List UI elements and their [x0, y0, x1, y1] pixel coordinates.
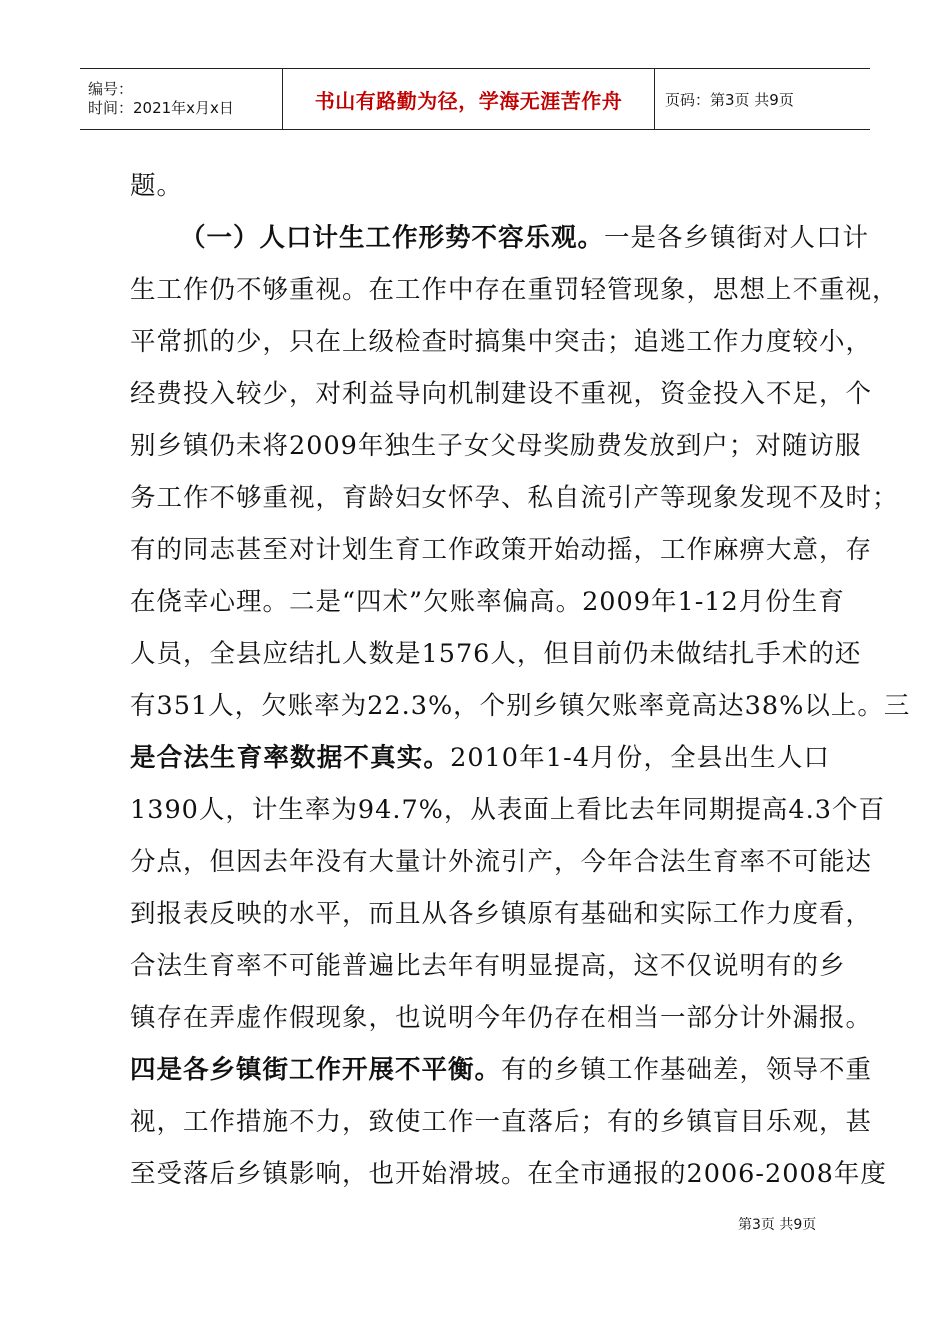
- body-text-run: 镇存在弄虚作假现象，也说明今年仍存在相当一部分计外漏报。: [130, 1003, 873, 1033]
- text-line: [130, 212, 870, 264]
- text-line: [130, 680, 911, 732]
- body-text-run: 至受落后乡镇影响，也开始滑坡。在全市通报的2006-2008年度: [130, 1159, 887, 1189]
- body-text-run: 视，工作措施不力，致使工作一直落后；有的乡镇盲目乐观，甚: [130, 1107, 873, 1137]
- bold-heading-text: 四是各乡镇街工作开展不平衡。: [130, 1055, 502, 1085]
- body-text-run: 有351人，欠账率为22.3%，个别乡镇欠账率竟高达38%以上。三: [130, 691, 911, 721]
- body-text-run: 有的乡镇工作基础差，领导不重: [501, 1055, 873, 1085]
- text-line: [130, 524, 873, 576]
- text-line: [130, 836, 873, 888]
- page-footer: 第3页 共9页: [738, 1217, 817, 1233]
- text-line: [130, 264, 899, 316]
- bold-heading-text: （一）人口计生工作形势不容乐观。: [180, 223, 605, 253]
- body-text-run: 经费投入较少，对利益导向机制建设不重视，资金投入不足，个: [130, 379, 873, 409]
- header-number-label: 编号：: [88, 80, 134, 98]
- page-header: [80, 68, 870, 130]
- header-motto: 书山有路勤为径，学海无涯苦作舟: [283, 69, 655, 129]
- text-line: [130, 576, 845, 628]
- text-line: [130, 1148, 887, 1200]
- body-text-run: 到报表反映的水平，而且从各乡镇原有基础和实际工作力度看，: [130, 899, 873, 929]
- text-line: [130, 888, 873, 940]
- text-line: [130, 1096, 873, 1148]
- text-line: [130, 316, 873, 368]
- body-text-run: 人员，全县应结扎人数是1576人，但目前仍未做结扎手术的还: [130, 639, 862, 669]
- bold-heading-text: 是合法生育率数据不真实。: [130, 743, 451, 773]
- body-text-run: 平常抓的少，只在上级检查时搞集中突击；追逃工作力度较小，: [130, 327, 873, 357]
- text-line: [130, 784, 885, 836]
- body-text-run: 有的同志甚至对计划生育工作政策开始动摇，工作麻痹大意，存: [130, 535, 873, 565]
- text-line: [130, 1044, 873, 1096]
- body-text-run: 1390人，计生率为94.7%，从表面上看比去年同期提高4.3个百: [130, 795, 885, 825]
- body-text-run: 分点，但因去年没有大量计外流引产，今年合法生育率不可能达: [130, 847, 873, 877]
- body-text-run: 在侥幸心理。二是“四术”欠账率偏高。2009年1-12月份生育: [130, 587, 845, 617]
- text-line: [130, 732, 830, 784]
- body-text-run: 合法生育率不可能普遍比去年有明显提高，这不仅说明有的乡: [130, 951, 846, 981]
- text-line: [130, 472, 899, 524]
- text-line: [130, 940, 846, 992]
- header-page-info: 页码：第3页 共9页: [665, 90, 794, 109]
- text-line: [130, 992, 873, 1044]
- text-line: [130, 160, 830, 212]
- text-line: [130, 420, 862, 472]
- body-text-run: 务工作不够重视，育龄妇女怀孕、私自流引产等现象发现不及时；: [130, 483, 899, 513]
- header-time-label: 时间：2021年x月x日: [88, 99, 234, 117]
- body-text-run: 2010年1-4月份，全县出生人口: [450, 743, 830, 773]
- text-line: [130, 368, 873, 420]
- body-text-run: 一是各乡镇街对人口计: [604, 223, 870, 253]
- document-body: [130, 160, 911, 1200]
- body-text-run: 生工作仍不够重视。在工作中存在重罚轻管现象，思想上不重视，: [130, 275, 899, 305]
- text-line: [130, 628, 862, 680]
- header-meta: [80, 69, 283, 129]
- body-text-run: 别乡镇仍未将2009年独生子女父母奖励费发放到户；对随访服: [130, 431, 862, 461]
- body-text-run: 题。: [130, 171, 184, 201]
